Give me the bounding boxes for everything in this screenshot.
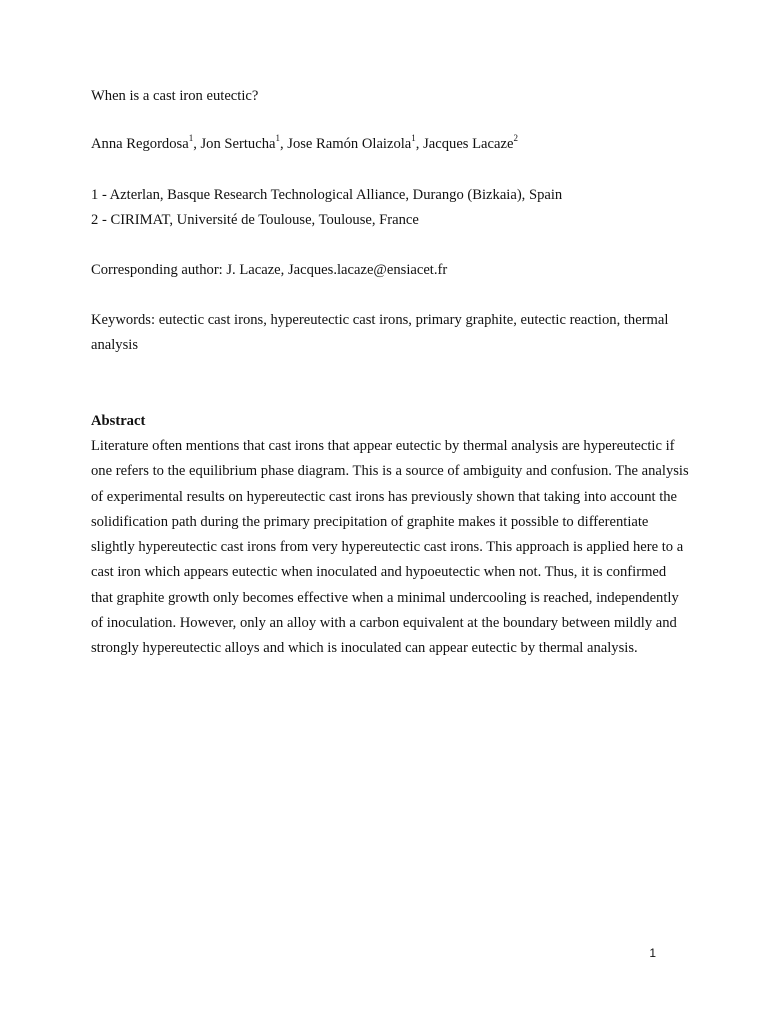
author-separator: , bbox=[193, 136, 201, 152]
author-1 bbox=[91, 133, 194, 152]
author-separator: , bbox=[279, 136, 288, 152]
corresponding-author: Corresponding author: J. Lacaze, Jacques.lacaze@ensiacet.fr bbox=[91, 262, 448, 278]
author-affiliation-marker: 1 bbox=[411, 133, 416, 144]
author-affiliation-marker: 1 bbox=[188, 133, 194, 144]
author-name: Jose Ramón Olaizola bbox=[287, 136, 412, 152]
author-separator: , bbox=[415, 136, 424, 152]
affiliation-1: 1 - Azterlan, Basque Research Technological Alliance, Durango (Bizkaia), Spain bbox=[91, 187, 563, 203]
keywords: Keywords: eutectic cast irons, hypereutectic cast irons, primary graphite, eutectic reaction, thermal analysis bbox=[91, 312, 669, 354]
author-3 bbox=[287, 133, 416, 152]
paper-title: When is a cast iron eutectic? bbox=[91, 88, 259, 104]
abstract-heading: Abstract bbox=[91, 413, 146, 429]
author-affiliation-marker: 2 bbox=[513, 133, 518, 144]
author-name: Jacques Lacaze bbox=[423, 136, 514, 152]
author-affiliation-marker: 1 bbox=[275, 133, 280, 144]
affiliation-2: 2 - CIRIMAT, Université de Toulouse, Toulouse, France bbox=[91, 212, 419, 228]
author-name: Anna Regordosa bbox=[91, 136, 189, 152]
author-list bbox=[91, 132, 691, 157]
page-number: 1 bbox=[649, 946, 656, 960]
author-2 bbox=[200, 133, 280, 152]
abstract-text: Literature often mentions that cast irons that appear eutectic by thermal analysis are hypereutectic if one refers to the equilibrium phase diagram. This is a source of ambiguity and confusion. The analysis of experimental results on hypereutectic cast irons has previously shown that taking into account the solidification path during the primary precipitation of graphite makes it possible to differentiate slightly hypereutectic cast irons from very hypereutectic cast irons. This approach is applied here to a cast iron which appears eutectic when inoculated and hypoeutectic when not. Thus, it is confirmed that graphite growth only becomes effective when a minimal undercooling is reached, independently of inoculation. However, only an alloy with a carbon equivalent at the boundary between mildly and strongly hypereutectic alloys and which is inoculated can appear eutectic by thermal analysis. bbox=[91, 438, 689, 657]
author-4 bbox=[423, 133, 518, 152]
author-name: Jon Sertucha bbox=[200, 136, 276, 152]
